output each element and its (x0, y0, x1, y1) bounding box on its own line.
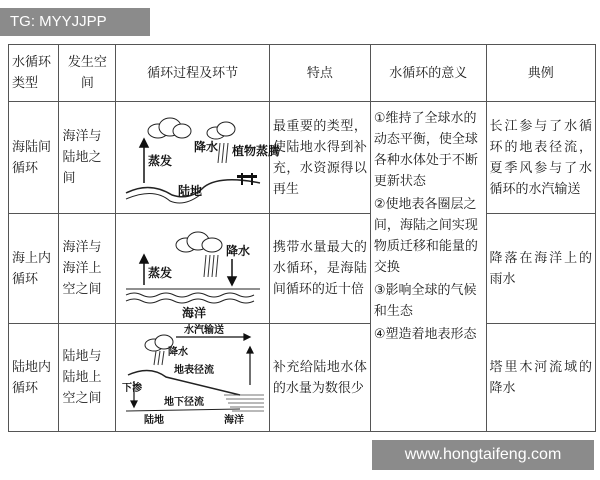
cycle-feature: 携带水量最大的水循环，是海陆间循环的近十倍 (269, 214, 370, 324)
cloud-icon (148, 118, 235, 139)
rain-icon (154, 351, 164, 365)
header-significance: 水循环的意义 (370, 45, 486, 102)
diagram-label: 蒸发 (147, 153, 172, 168)
table-row (9, 102, 596, 214)
channel-badge: TG: MYYJJPP (0, 8, 150, 36)
rain-icon (218, 143, 228, 163)
cycle-diagram (116, 214, 270, 324)
diagram-label: 地表径流 (173, 364, 214, 376)
diagram-label: 海洋 (181, 305, 206, 320)
sea-waves (126, 289, 260, 303)
cycle-location: 海洋与海洋上空之间 (59, 214, 116, 324)
table-row (9, 214, 596, 324)
cycle-type: 海上内循环 (9, 214, 59, 324)
cycle-example: 长江参与了水循环的地表径流，夏季风参与了水循环的水汽输送 (486, 102, 595, 214)
water-cycle-table (8, 44, 596, 432)
header-example: 典例 (486, 45, 595, 102)
diagram-label: 水汽输送 (183, 324, 224, 336)
diagram-label: 降水 (225, 243, 250, 258)
cycle-example: 塔里木河流域的降水 (486, 324, 595, 432)
up-arrow-icon (140, 139, 148, 183)
land-sea-cycle-diagram (120, 103, 280, 213)
significance-item: ④塑造着地表形态 (373, 327, 477, 342)
significance-item: ①维持了全球水的动态平衡，使全球各种水体处于不断更新状态 (373, 111, 478, 189)
sea-cycle-diagram (120, 215, 266, 323)
header-location: 发生空间 (59, 45, 116, 102)
header-type: 水循环类型 (9, 45, 59, 102)
header-process: 循环过程及环节 (116, 45, 270, 102)
diagram-label: 降水 (193, 139, 218, 154)
cycle-location: 陆地与陆地上空之间 (59, 324, 116, 432)
up-arrow-icon (247, 347, 253, 385)
groundwater-line (126, 409, 240, 411)
diagram-label: 植物蒸腾 (231, 143, 280, 158)
down-arrow-icon (228, 259, 236, 285)
cloud-icon (176, 232, 222, 252)
plant-icon (237, 173, 257, 185)
cycle-location: 海洋与陆地之间 (59, 102, 116, 214)
cycle-type: 海陆间循环 (9, 102, 59, 214)
diagram-label: 降水 (167, 346, 188, 358)
cycle-type: 陆地内循环 (9, 324, 59, 432)
header-feature: 特点 (269, 45, 370, 102)
table-row (9, 324, 596, 432)
cycle-example: 降落在海洋上的雨水 (486, 214, 595, 324)
cycle-feature: 最重要的类型，使陆地水得到补充，水资源得以再生 (269, 102, 370, 214)
diagram-label: 下渗 (121, 382, 142, 394)
website-watermark: www.hongtaifeng.com (372, 440, 594, 470)
diagram-label: 蒸发 (147, 265, 172, 280)
diagram-label: 陆地 (177, 183, 202, 198)
land-cycle-diagram (120, 325, 266, 431)
up-arrow-icon (140, 255, 148, 285)
cycle-significance (370, 102, 486, 432)
diagram-label: 陆地 (143, 414, 164, 426)
header-row (9, 45, 596, 102)
cycle-feature: 补充给陆地水体的水量为数很少 (269, 324, 370, 432)
diagram-label: 地下径流 (163, 396, 204, 408)
significance-item: ②使地表各圈层之间，海陆之间实现物质迁移和能量的交换 (373, 197, 478, 275)
cycle-diagram (116, 102, 280, 214)
significance-item: ③影响全球的气候和生态 (373, 283, 477, 319)
ocean-hatch (224, 395, 264, 411)
diagram-label: 海洋 (223, 414, 244, 426)
rain-icon (204, 255, 218, 277)
cycle-diagram (116, 324, 270, 432)
